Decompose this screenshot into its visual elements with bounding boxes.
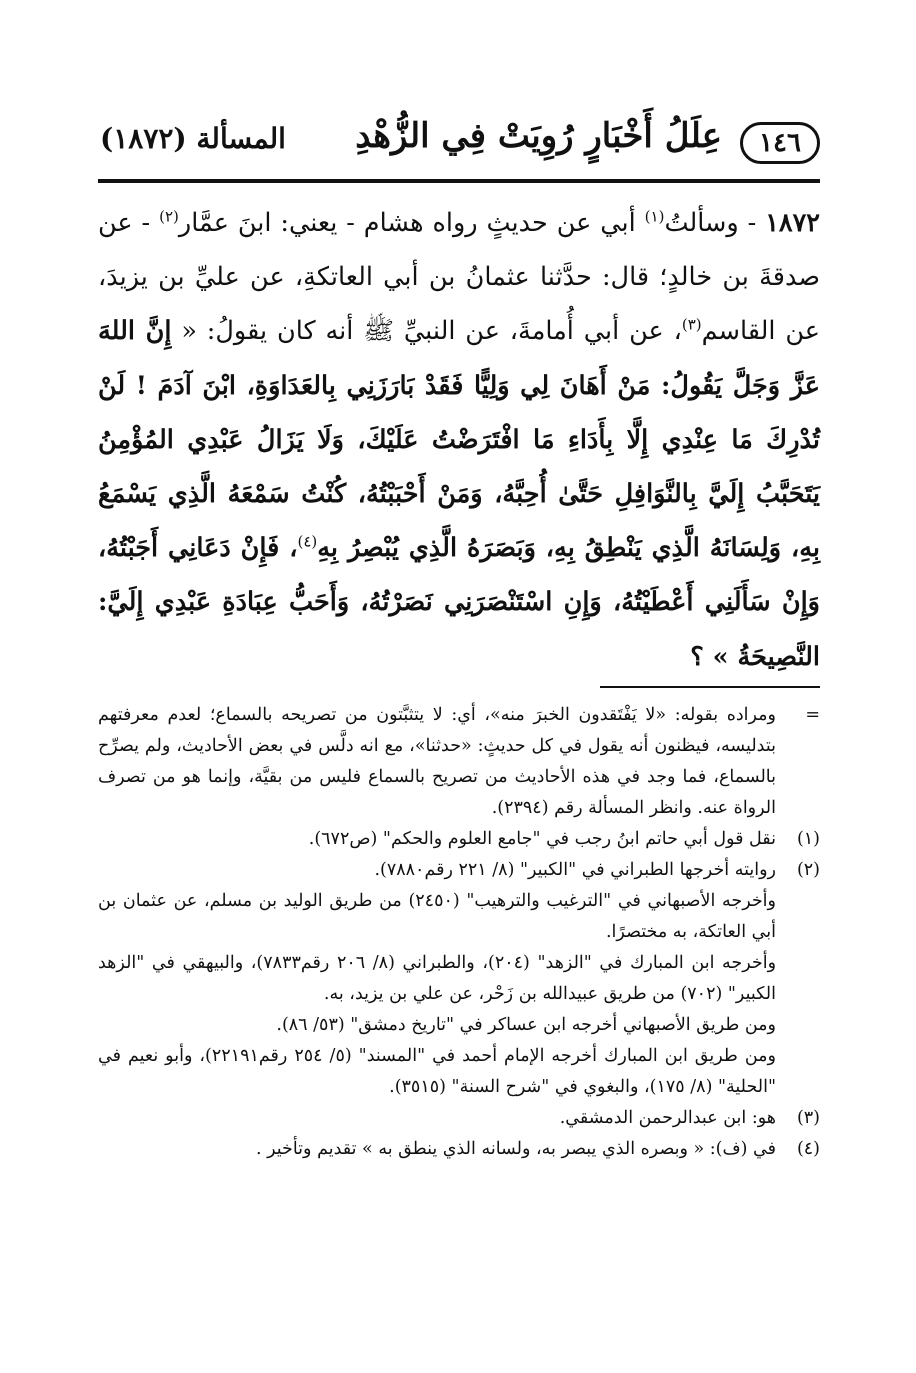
issue-number: ١٨٧٢ <box>765 208 820 238</box>
footnote-text: وأخرجه ابن المبارك في "الزهد" (٢٠٤)، والطبراني (٨/ ٢٠٦ رقم٧٨٣٣)، والبيهقي في "الزهد الكبير" (٧٠٢) من طريق عبيدالله بن زَحْر، عن علي بن يزيد، به. <box>98 953 777 1004</box>
hadith-text: ، فَإِنْ دَعَانِي أَجَبْتُهُ، وَإِنْ سَأَلَنِي أَعْطَيْتُهُ، وَإِنِ اسْتَنْصَرَنِي نَصَرْتُهُ، وَأَحَبُّ عِبَادَةِ عَبْدِي إِلَيَّ: النَّصِيحَةُ <box>98 533 820 672</box>
footnote-mark: (١) <box>796 829 820 849</box>
footnote-text: ومن طريق الأصبهاني أخرجه ابن عساكر في "تاريخ دمشق" (٥٣/ ٨٦). <box>276 1015 776 1035</box>
footnote-mark: = <box>805 705 820 725</box>
footnote-ref: (٤) <box>297 532 318 551</box>
footnote <box>98 700 820 824</box>
footnote-text: نقل قول أبي حاتم ابنُ رجب في "جامع العلوم والحكم" (ص٦٧٢). <box>308 829 776 849</box>
footnote-mark: (٣) <box>796 1108 820 1128</box>
footnote-text: وأخرجه الأصبهاني في "الترغيب والترهيب" (٢٤٥٠) من طريق الوليد بن مسلم، عن عثمان بن أبي العاتكة، به مختصرًا. <box>98 891 776 942</box>
footnote <box>98 1103 820 1134</box>
footnote-divider <box>600 686 820 688</box>
footnote <box>98 1134 820 1165</box>
issue-label: المسألة (١٨٧٢) <box>100 122 286 155</box>
footnote-mark: (٤) <box>796 1139 820 1159</box>
main-text <box>98 196 820 684</box>
text-segment: أبي عن حديثٍ رواه هشام - يعني: ابنَ عمَّار <box>178 208 645 238</box>
footnote-text: هو: ابن عبدالرحمن الدمشقي. <box>559 1108 776 1128</box>
footnote-text: في (ف): « وبصره الذي يبصر به، ولسانه الذي ينطق به » تقديم وتأخير . <box>255 1139 776 1159</box>
footnote <box>98 855 820 886</box>
footnote-ref: (٣) <box>681 315 702 334</box>
footnote-text: ومراده بقوله: «لا يَفْتَقدون الخبرَ منه»، أي: لا يتثبَّتون من تصريحه بالسماع؛ لعدم معرفتهم بتدليسه، فيظنون أنه يقول في كل حديثٍ: «حدثنا»، مع انه دلَّس في بعض الأحاديث، ولم يصرِّح بالسماع، فما وجد في هذه الأحاديث من تصريح بالسماع فليس من بقيَّة، وإنما هو من تصرف الرواة عنه. وانظر المسألة رقم (٢٣٩٤). <box>98 705 776 818</box>
text-segment: ، عن أبي أُمامةَ، عن النبيِّ ﷺ أنه كان يقولُ: « <box>171 316 682 347</box>
main-paragraph <box>98 196 820 684</box>
footnote <box>98 824 820 855</box>
book-title: عِلَلُ أَخْبَارٍ رُوِيَتْ فِي الزُّهْدِ <box>355 116 722 156</box>
header-divider <box>98 179 820 183</box>
footnote-mark: (٢) <box>796 860 820 880</box>
footnote-continuation <box>98 1010 820 1041</box>
footnote-continuation <box>98 886 820 948</box>
footnote-continuation <box>98 1041 820 1103</box>
page-header <box>98 106 820 172</box>
footnotes <box>98 700 820 1165</box>
footnote-ref: (٢) <box>159 207 179 226</box>
footnote-continuation <box>98 948 820 1010</box>
footnote-ref: (١) <box>644 207 665 226</box>
text-segment: » ؟ <box>690 641 738 672</box>
footnote-text: روايته أخرجها الطبراني في "الكبير" (٨/ ٢٢١ رقم٧٨٨٠). <box>374 860 776 880</box>
text-segment: - وسألتُ <box>664 208 766 238</box>
page-number: ١٤٦ <box>740 122 820 164</box>
text-segment: - عن صدقةَ بن خالدٍ؛ قال: حدَّثنا عثمانُ بن أبي العاتكةِ، عن عليِّ بن يزيدَ، عن القاسم <box>98 208 820 347</box>
footnote-text: ومن طريق ابن المبارك أخرجه الإمام أحمد في "المسند" (٥/ ٢٥٤ رقم٢٢١٩١)، وأبو نعيم في "الحلية" (٨/ ١٧٥)، والبغوي في "شرح السنة" (٣٥١٥). <box>98 1046 776 1097</box>
hadith-text: إِنَّ اللهَ عَزَّ وَجَلَّ يَقُولُ: مَنْ أَهَانَ لِي وَلِيًّا فَقَدْ بَارَزَنِي بِالعَدَاوَةِ، ابْنَ آدَمَ ! لَنْ تُدْرِكَ مَا عِنْدِي إِلَّا بِأَدَاءِ مَا افْتَرَضْتُ عَلَيْكَ، وَلَا يَزَالُ عَبْدِي المُؤْمِنُ يَتَحَبَّبُ إِلَيَّ بِالنَّوَافِلِ حَتَّىٰ أُحِبَّهُ، وَمَنْ أَحْبَبْتُهُ، كُنْتُ سَمْعَهُ الَّذِي يَسْمَعُ بِهِ، وَلِسَانَهُ الَّذِي يَنْطِقُ بِهِ، وَبَصَرَهُ الَّذِي يُبْصِرُ بِهِ <box>98 316 820 564</box>
